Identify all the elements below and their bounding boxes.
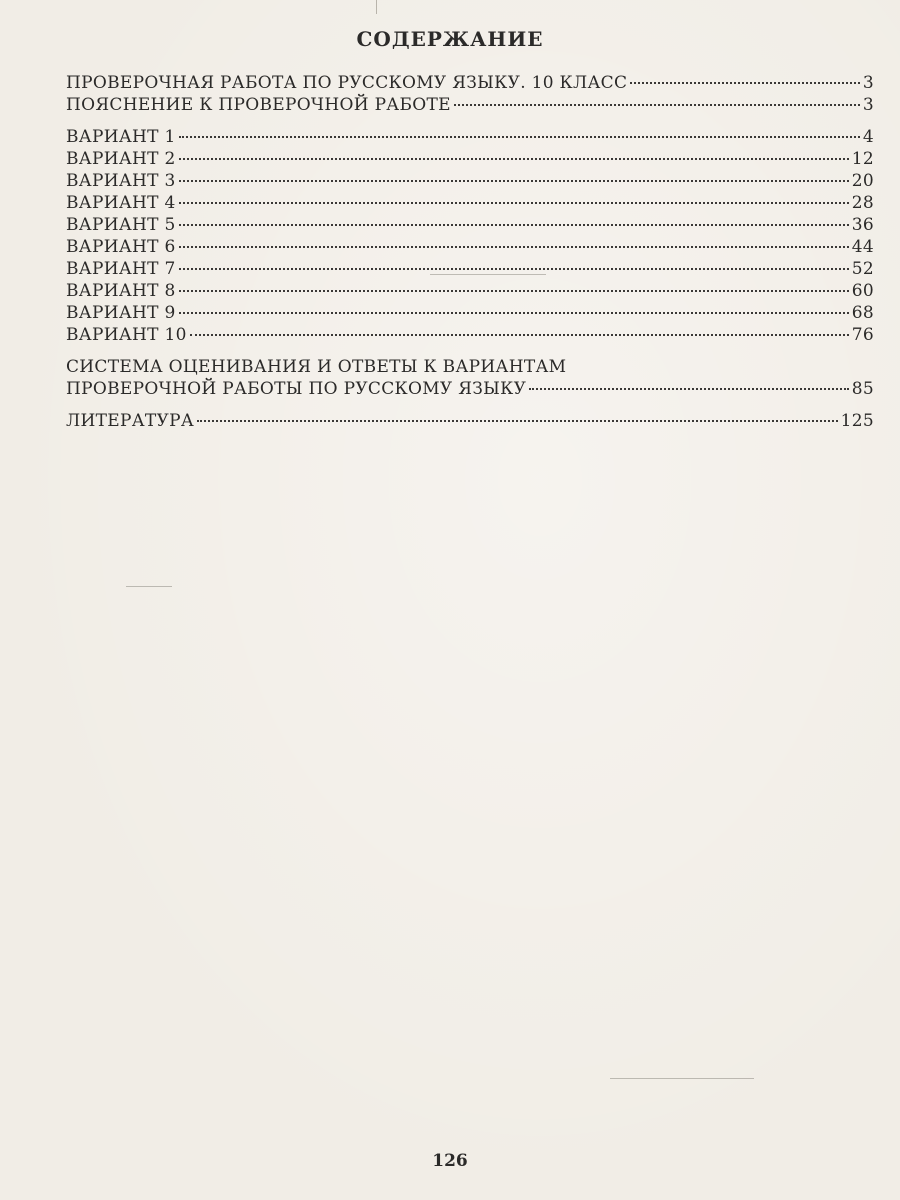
toc-entry-page: 20 (851, 171, 874, 191)
paper-artifact (610, 1078, 754, 1079)
toc-entry-label-line1: СИСТЕМА ОЦЕНИВАНИЯ И ОТВЕТЫ К ВАРИАНТАМ (66, 357, 567, 377)
toc-entry-page: 44 (851, 237, 874, 257)
page-number: 126 (432, 1151, 468, 1171)
table-of-contents (66, 72, 874, 432)
toc-entry-page: 76 (851, 325, 874, 345)
toc-entry-explanation[interactable] (66, 94, 874, 116)
toc-entry-label: ВАРИАНТ 5 (66, 215, 176, 235)
toc-entry-variant-2[interactable] (66, 148, 874, 170)
toc-entry-variant-6[interactable] (66, 236, 874, 258)
toc-entry-page: 12 (851, 149, 874, 169)
toc-entry-label: ВАРИАНТ 2 (66, 149, 176, 169)
toc-entry-page: 3 (862, 95, 874, 115)
dot-leader (179, 202, 849, 204)
dot-leader (190, 334, 849, 336)
toc-entry-variant-7[interactable] (66, 258, 874, 280)
paper-artifact (430, 274, 546, 275)
toc-entry-label: ВАРИАНТ 8 (66, 281, 176, 301)
toc-entry-page: 85 (851, 379, 874, 399)
toc-entry-variant-1[interactable] (66, 126, 874, 148)
toc-entry-assessment-system[interactable] (66, 356, 874, 400)
dot-leader (179, 246, 849, 248)
spine-mark (376, 0, 377, 14)
toc-entry-label: ВАРИАНТ 1 (66, 127, 176, 147)
dot-leader (630, 82, 860, 84)
spacer (66, 400, 874, 410)
toc-entry-variant-4[interactable] (66, 192, 874, 214)
dot-leader (179, 268, 849, 270)
spacer (66, 116, 874, 126)
toc-entry-label: ВАРИАНТ 10 (66, 325, 187, 345)
toc-entry-main-work[interactable] (66, 72, 874, 94)
toc-entry-page: 28 (851, 193, 874, 213)
page-title: СОДЕРЖАНИЕ (356, 27, 544, 51)
toc-entry-page: 68 (851, 303, 874, 323)
toc-entry-label: ПРОВЕРОЧНАЯ РАБОТА ПО РУССКОМУ ЯЗЫКУ. 10 КЛАСС (66, 73, 628, 93)
dot-leader (179, 136, 860, 138)
toc-entry-label: ВАРИАНТ 7 (66, 259, 176, 279)
toc-entry-literature[interactable] (66, 410, 874, 432)
toc-entry-page: 125 (840, 411, 874, 431)
toc-entry-variant-8[interactable] (66, 280, 874, 302)
toc-entry-label-line2: ПРОВЕРОЧНОЙ РАБОТЫ ПО РУССКОМУ ЯЗЫКУ (66, 379, 527, 399)
toc-entry-page: 4 (862, 127, 874, 147)
toc-entry-variant-9[interactable] (66, 302, 874, 324)
spacer (66, 346, 874, 356)
dot-leader (179, 158, 849, 160)
toc-entry-label: ЛИТЕРАТУРА (66, 411, 195, 431)
paper-artifact (126, 586, 172, 587)
toc-entry-label: ВАРИАНТ 3 (66, 171, 176, 191)
toc-entry-label: ВАРИАНТ 6 (66, 237, 176, 257)
toc-entry-label: ПОЯСНЕНИЕ К ПРОВЕРОЧНОЙ РАБОТЕ (66, 95, 451, 115)
dot-leader (197, 420, 838, 422)
toc-entry-variant-3[interactable] (66, 170, 874, 192)
toc-entry-label: ВАРИАНТ 4 (66, 193, 176, 213)
toc-entry-page: 60 (851, 281, 874, 301)
dot-leader (179, 224, 849, 226)
toc-entry-label: ВАРИАНТ 9 (66, 303, 176, 323)
toc-entry-variant-10[interactable] (66, 324, 874, 346)
toc-entry-page: 3 (862, 73, 874, 93)
toc-entry-page: 52 (851, 259, 874, 279)
dot-leader (179, 180, 849, 182)
dot-leader (529, 388, 849, 390)
toc-entry-page: 36 (851, 215, 874, 235)
toc-entry-variant-5[interactable] (66, 214, 874, 236)
dot-leader (454, 104, 860, 106)
dot-leader (179, 290, 849, 292)
dot-leader (179, 312, 849, 314)
